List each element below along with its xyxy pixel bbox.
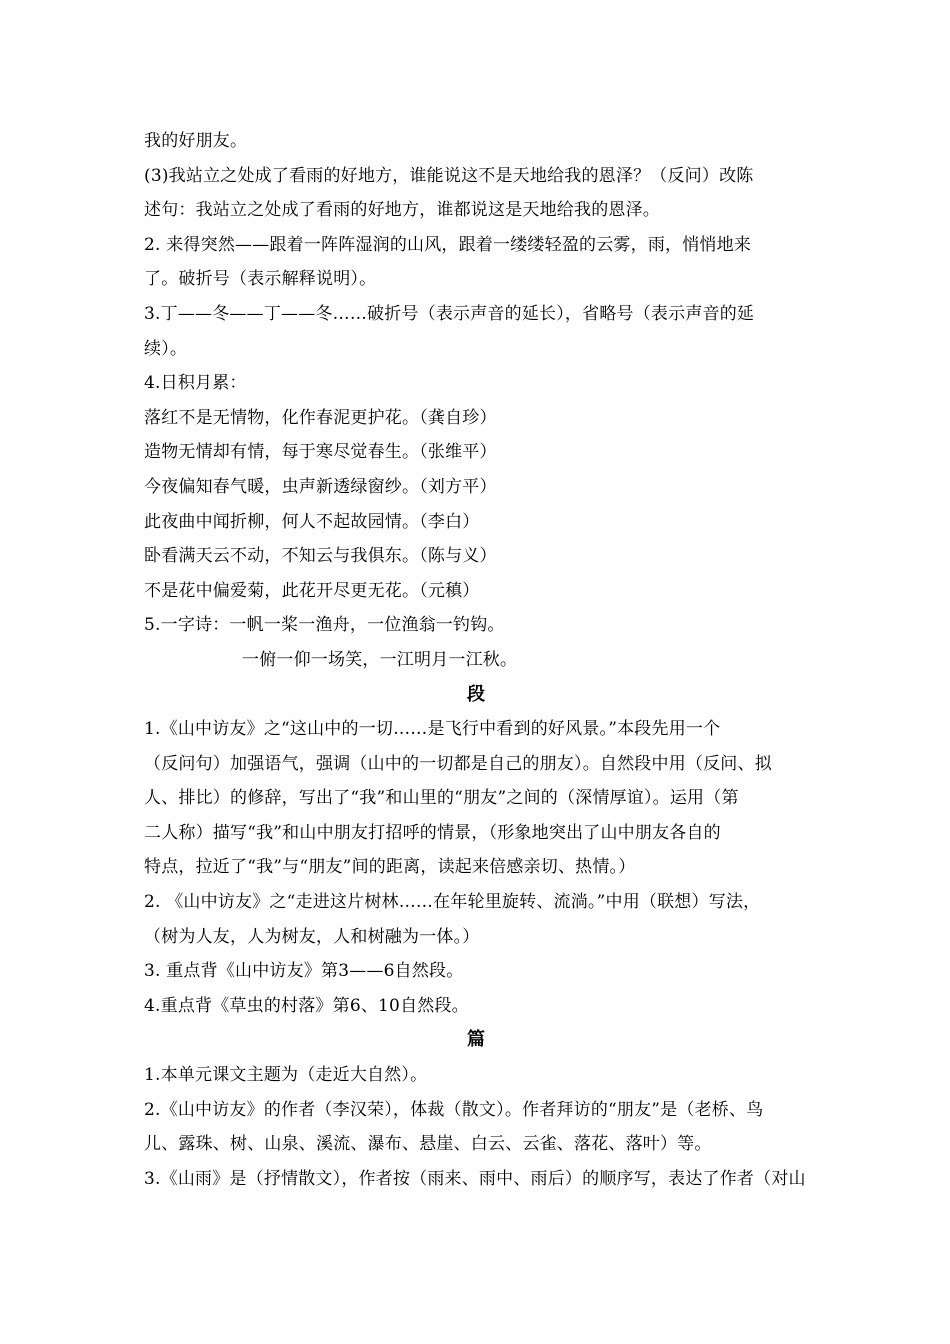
text-line: 人、排比）的修辞，写出了“我”和山里的“朋友”之间的（深情厚谊）。运用（第 (144, 788, 739, 809)
text-line: 4.重点背《草虫的村落》第6、10自然段。 (144, 995, 469, 1016)
text-line: （树为人友，人为树友，人和树融为一体。） (144, 926, 480, 947)
poem-line: 造物无情却有情，每于寒尽觉春生。（张维平） (144, 442, 497, 463)
section-paragraph (144, 712, 808, 1023)
text-line: 2. 《山中访友》之“走进这片树林……在年轮里旋转、流淌。”中用（联想）写法， (144, 892, 761, 913)
text-line: 1.《山中访友》之“这山中的一切……是飞行中看到的好风景。”本段先用一个 (144, 719, 721, 740)
text-line: (3)我站立之处成了看雨的好地方，谁能说这不是天地给我的恩泽？（反问）改陈 (144, 165, 754, 186)
document-page (144, 124, 808, 1196)
section-heading-duan: 段 (467, 683, 485, 705)
poem-line: 落红不是无情物，化作春泥更护花。（龚自珍） (144, 407, 497, 428)
text-line: （反问句）加强语气，强调（山中的一切都是自己的朋友）。自然段中用（反问、拟 (144, 753, 772, 774)
poem-line: 卧看满天云不动，不知云与我俱东。（陈与义） (144, 546, 497, 567)
section-words-sentences (144, 124, 808, 678)
text-line: 特点，拉近了“我”与“朋友”间的距离，读起来倍感亲切、热情。） (144, 857, 636, 878)
section-article (144, 1058, 808, 1196)
text-line: 3.《山雨》是（抒情散文），作者按（雨来、雨中、雨后）的顺序写，表达了作者（对山 (144, 1168, 806, 1189)
text-line: 儿、露珠、树、山泉、溪流、瀑布、悬崖、白云、云雀、落花、落叶）等。 (144, 1134, 712, 1155)
text-line: 二人称）描写“我”和山中朋友打招呼的情景，（形象地突出了山中朋友各自的 (144, 822, 721, 843)
text-line: 5.一字诗：一帆一桨一渔舟，一位渔翁一钓钩。 (144, 615, 505, 636)
text-line: 2.《山中访友》的作者（李汉荣），体裁（散文）。作者拜访的“朋友”是（老桥、鸟 (144, 1099, 764, 1120)
text-line: 3. 重点背《山中访友》第3——6自然段。 (144, 961, 464, 982)
text-line: 1.本单元课文主题为（走近大自然）。 (144, 1065, 428, 1086)
text-line: 2. 来得突然——跟着一阵阵湿润的山风，跟着一缕缕轻盈的云雾，雨，悄悄地来 (144, 234, 752, 255)
section-heading-pian: 篇 (467, 1029, 485, 1051)
poem-line: 此夜曲中闻折柳，何人不起故园情。（李白） (144, 511, 480, 532)
poem-line: 不是花中偏爱菊，此花开尽更无花。（元稹） (144, 580, 480, 601)
poem-line-indented: 一俯一仰一场笑，一江明月一江秋。 (242, 649, 518, 670)
poem-line: 今夜偏知春气暖，虫声新透绿窗纱。（刘方平） (144, 476, 497, 497)
text-line: 3.丁——冬——丁——冬……破折号（表示声音的延长），省略号（表示声音的延 (144, 303, 755, 324)
text-line: 述句：我站立之处成了看雨的好地方，谁都说这是天地给我的恩泽。 (144, 200, 660, 221)
text-line: 我的好朋友。 (144, 131, 248, 151)
text-line: 续）。 (144, 338, 188, 359)
text-line: 4.日积月累： (144, 373, 247, 394)
text-line: 了。破折号（表示解释说明）。 (144, 269, 377, 290)
